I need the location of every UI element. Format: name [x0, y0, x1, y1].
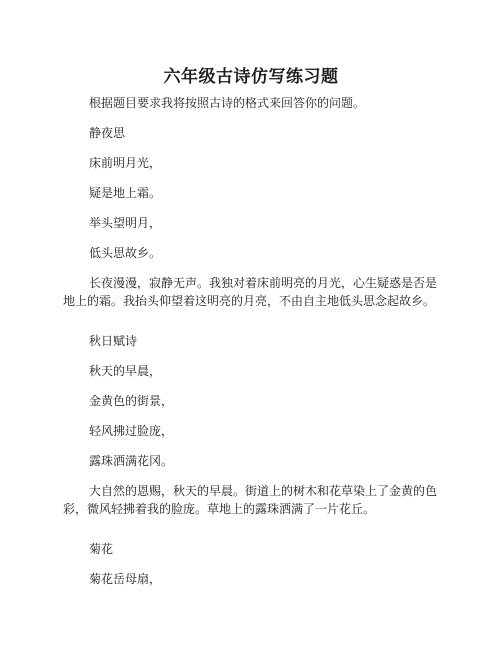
poem2-imitation: 大自然的恩赐，秋天的早晨。街道上的树木和花草染上了金黄的色彩，微风轻拂着我的脸庞。草地上的露珠洒满了一片花丘。: [63, 484, 438, 516]
poem2-line-3: 轻风拂过脸庞，: [89, 424, 174, 438]
document-title: 六年级古诗仿写练习题: [163, 67, 339, 87]
poem1-line-3: 举头望明月，: [89, 216, 162, 230]
poem2-line-2: 金黄色的街景，: [89, 394, 174, 408]
poem1-title: 静夜思: [89, 126, 126, 140]
poem3-line-1: 菊花岳母扇，: [89, 572, 162, 586]
poem1-line-2: 疑是地上霜。: [89, 186, 162, 200]
poem1-imitation: 长夜漫漫，寂静无声。我独对着床前明亮的月光，心生疑惑是否是地上的霜。我抬头仰望着这明亮的月亮，不由自主地低头思念起故乡。: [63, 276, 438, 308]
poem1-line-1: 床前明月光，: [89, 156, 162, 170]
poem2-line-1: 秋天的早晨，: [89, 364, 162, 378]
poem3-title: 菊花: [89, 542, 114, 556]
intro-text: 根据题目要求我将按照古诗的格式来回答你的问题。: [89, 96, 366, 110]
poem2-title: 秋日赋诗: [89, 334, 138, 348]
poem1-line-4: 低头思故乡。: [89, 246, 162, 260]
poem2-line-4: 露珠洒满花冈。: [89, 454, 174, 468]
